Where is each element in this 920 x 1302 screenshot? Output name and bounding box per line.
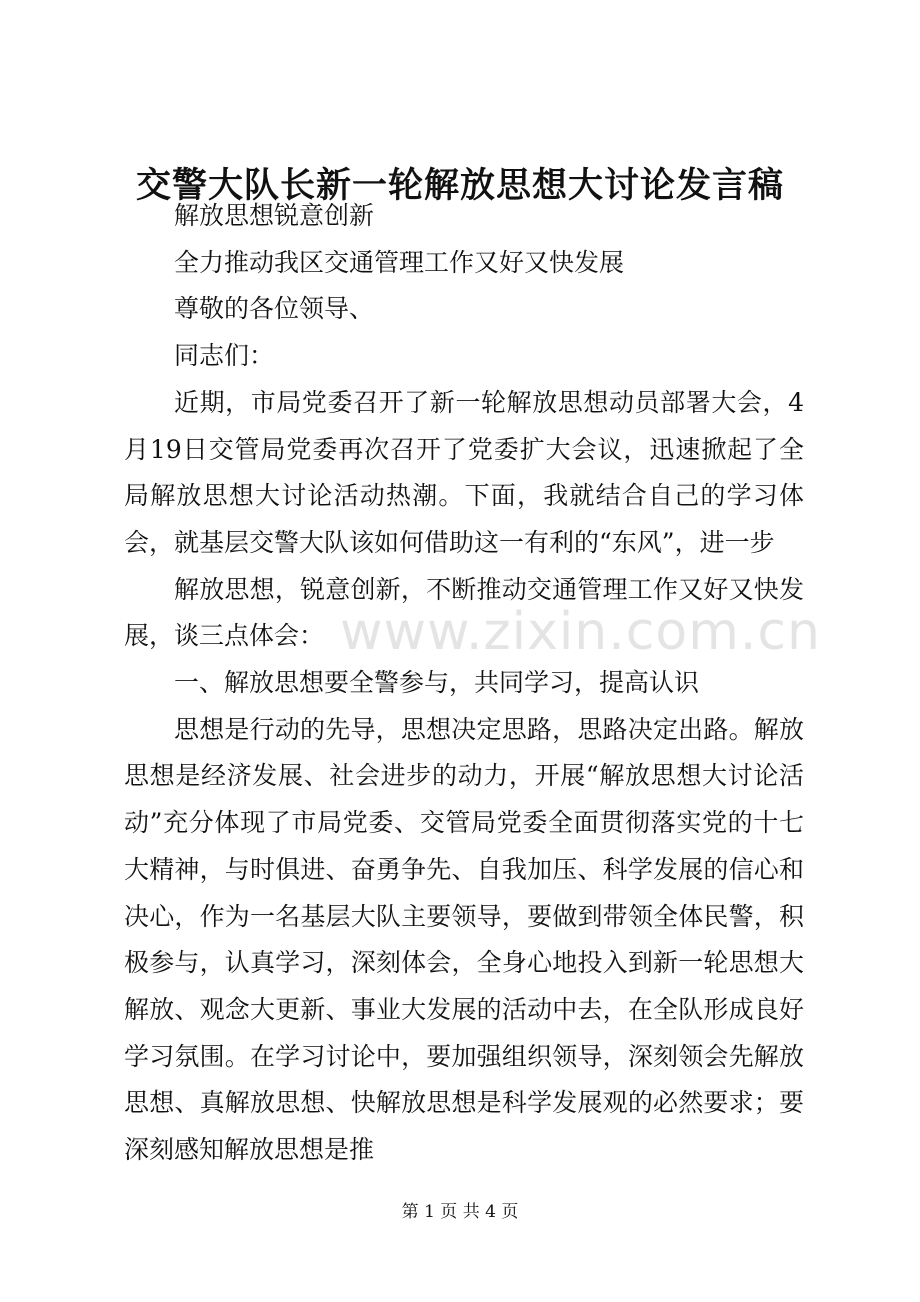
subtitle-line-2: 全力推动我区交通管理工作又好又快发展 — [174, 247, 625, 277]
section-heading: 一、解放思想要全警参与，共同学习，提高认识 — [174, 668, 700, 698]
body-paragraph: 解放思想，锐意创新，不断推动交通管理工作又好又快发展，谈三点体会： — [124, 574, 804, 651]
salutation-line-2: 同志们： — [174, 341, 275, 371]
watermark: www.zixin.com.cn — [340, 602, 821, 662]
document-body — [124, 193, 804, 1174]
page-footer: 第 1 页 共 4 页 — [401, 1202, 519, 1222]
salutation-line-1: 尊敬的各位领导、 — [174, 294, 375, 324]
body-paragraph: 近期，市局党委召开了新一轮解放思想动员部署大会，4月19日交管局党委再次召开了党委扩大会议，迅速掀起了全局解放思想大讨论活动热潮。下面，我就结合自己的学习体会，就基层交警大队该如何借助这一有利的“东风”，进一步 — [124, 387, 804, 557]
body-paragraph: 思想是行动的先导，思想决定思路，思路决定出路。解放思想是经济发展、社会进步的动力，开展“解放思想大讨论活动”充分体现了市局党委、交管局党委全面贯彻落实党的十七大精神，与时俱进、奋勇争先、自我加压、科学发展的信心和决心，作为一名基层大队主要领导，要做到带领全体民警，积极参与，认真学习，深刻体会，全身心地投入到新一轮思想大解放、观念大更新、事业大发展的活动中去，在全队形成良好学习氛围。在学习讨论中，要加强组织领导，深刻领会先解放思想、真解放思想、快解放思想是科学发展观的必然要求；要深刻感知解放思想是推 — [124, 714, 804, 1165]
subtitle-line-1: 解放思想锐意创新 — [174, 201, 375, 230]
document-title: 交警大队长新一轮解放思想大讨论发言稿 — [135, 165, 784, 206]
